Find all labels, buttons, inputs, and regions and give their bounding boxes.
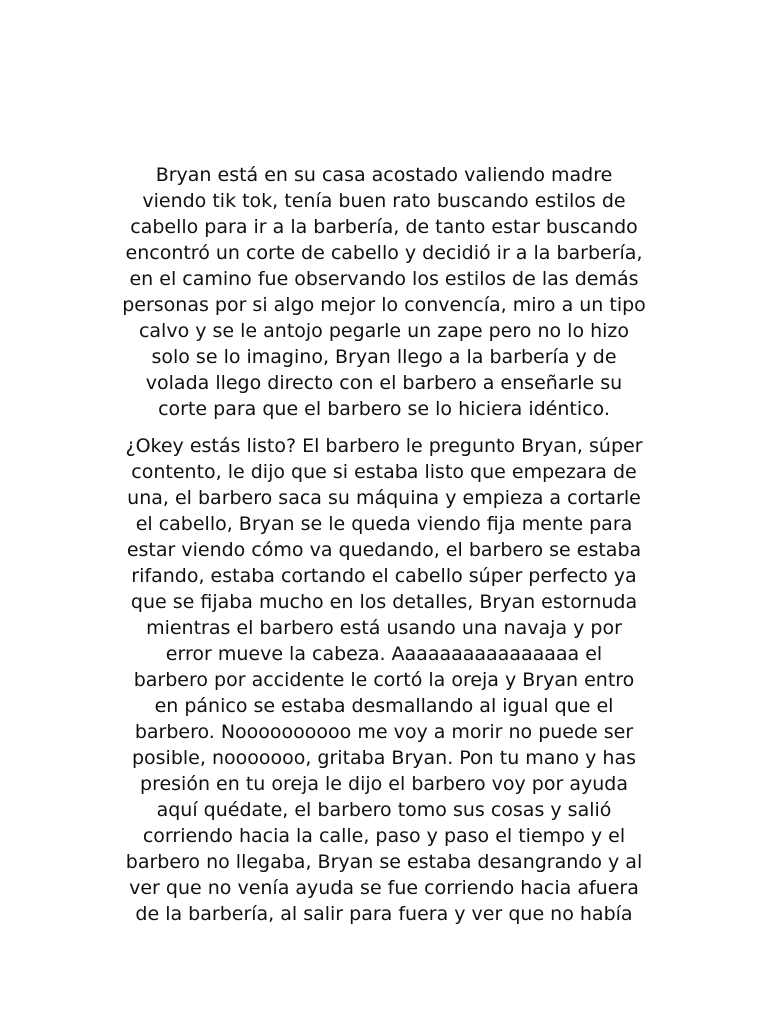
paragraph-line: encontró un corte de cabello y decidió ir a la barbería, — [125, 242, 643, 264]
paragraph-line: el cabello, Bryan se le queda viendo fija mente para — [135, 513, 633, 535]
paragraph-line: presión en tu oreja le dijo el barbero voy por ayuda — [140, 773, 628, 795]
paragraph-line: posible, nooooooo, gritaba Bryan. Pon tu mano y has — [131, 747, 637, 769]
paragraph-line: aquí quédate, el barbero tomo sus cosas y salió — [156, 799, 612, 821]
paragraph-line: ver que no venía ayuda se fue corriendo hacia afuera — [129, 877, 639, 899]
paragraph-line: barbero no llegaba, Bryan se estaba desangrando y al — [125, 851, 643, 873]
paragraph-line: ¿Okey estás listo? El barbero le pregunto Bryan, súper — [125, 435, 643, 457]
paragraph-line: corriendo hacia la calle, paso y paso el tiempo y el — [142, 825, 626, 847]
paragraph-line: en el camino fue observando los estilos de las demás — [129, 268, 639, 290]
paragraph-line: cabello para ir a la barbería, de tanto estar buscando — [130, 216, 638, 238]
paragraph-line: corte para que el barbero se lo hiciera idéntico. — [158, 398, 610, 420]
paragraph-line: personas por si algo mejor lo convencía, miro a un tipo — [122, 294, 646, 316]
paragraph-line: que se fijaba mucho en los detalles, Bryan estornuda — [130, 591, 638, 613]
paragraph-line: viendo tik tok, tenía buen rato buscando estilos de — [142, 190, 626, 212]
paragraph-line: calvo y se le antojo pegarle un zape pero no lo hizo — [138, 320, 630, 342]
paragraph-1 — [92, 162, 676, 422]
paragraph-line: barbero. Noooooooooo me voy a morir no puede ser — [134, 721, 634, 743]
paragraph-line: una, el barbero saca su máquina y empieza a cortarle — [127, 487, 641, 509]
paragraph-line: contento, le dijo que si estaba listo que empezara de — [131, 461, 637, 483]
paragraph-line: mientras el barbero está usando una navaja y por — [146, 617, 622, 639]
paragraph-line: error mueve la cabeza. Aaaaaaaaaaaaaaaa el — [165, 643, 603, 665]
paragraph-line: volada llego directo con el barbero a enseñarle su — [145, 372, 623, 394]
paragraph-2 — [92, 433, 676, 927]
paragraph-line: solo se lo imagino, Bryan llego a la barbería y de — [151, 346, 617, 368]
paragraph-line: barbero por accidente le cortó la oreja y Bryan entro — [133, 669, 635, 691]
paragraph-line: estar viendo cómo va quedando, el barbero se estaba — [126, 539, 642, 561]
paragraph-line: en pánico se estaba desmallando al igual que el — [154, 695, 614, 717]
paragraph-line: de la barbería, al salir para fuera y ver que no había — [135, 903, 633, 925]
paragraph-line: Bryan está en su casa acostado valiendo madre — [155, 164, 613, 186]
paragraph-line: rifando, estaba cortando el cabello súper perfecto ya — [131, 565, 637, 587]
